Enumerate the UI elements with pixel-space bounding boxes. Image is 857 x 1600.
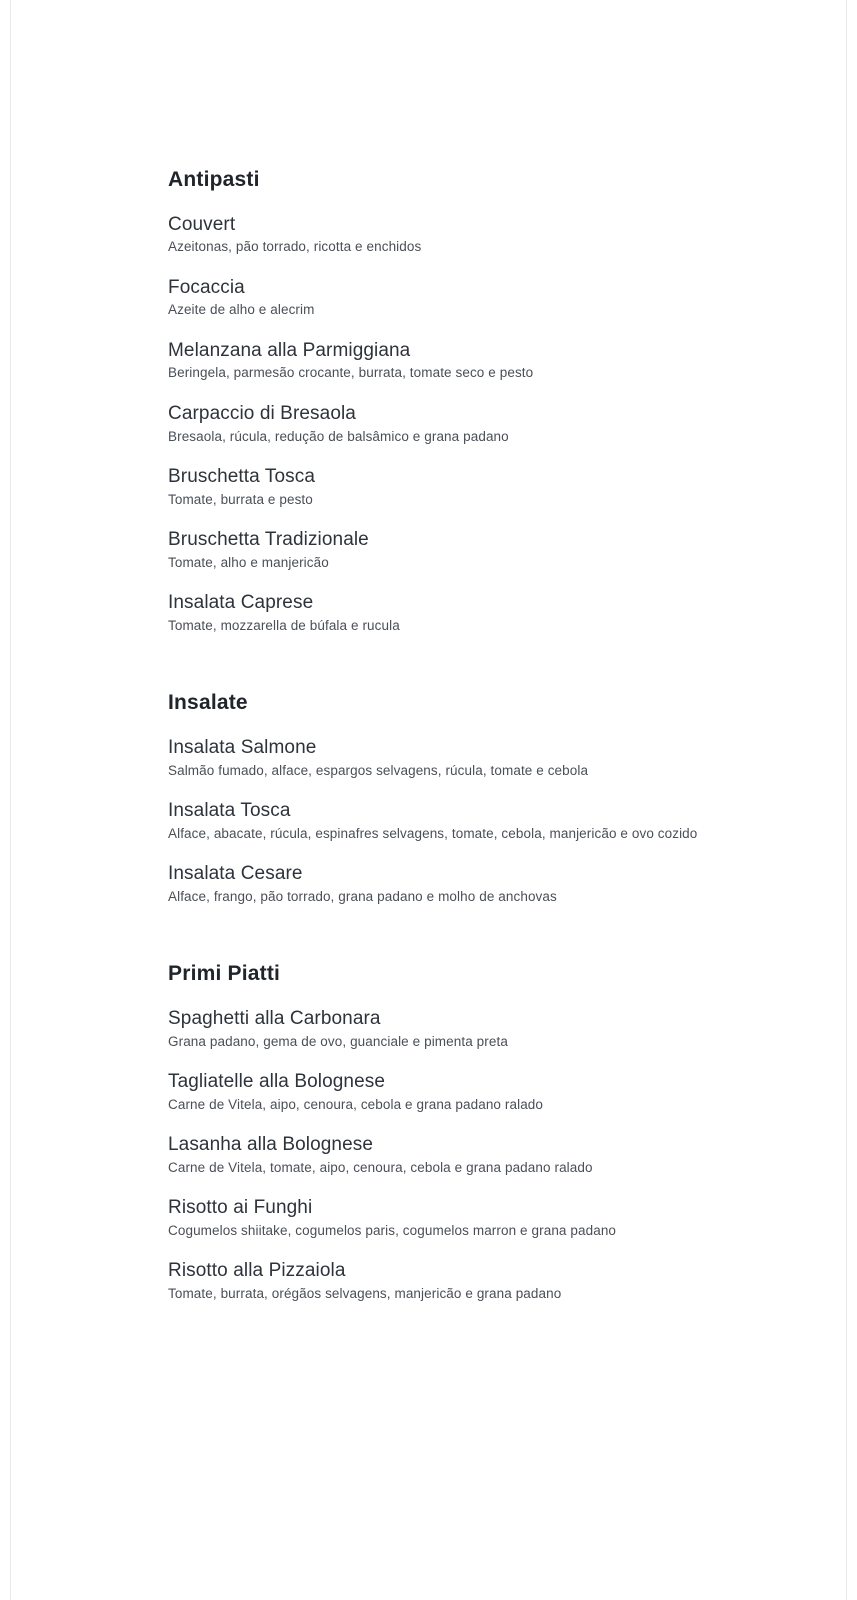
menu-item (168, 277, 768, 320)
menu-item-name: Insalata Cesare (168, 863, 303, 885)
menu-item (168, 800, 768, 843)
menu-item-description: Carne de Vitela, aipo, cenoura, cebola e grana padano ralado (168, 1096, 544, 1112)
menu-item-name: Lasanha alla Bolognese (168, 1134, 374, 1156)
section-spacer (168, 936, 768, 962)
menu-item-name: Insalata Tosca (168, 800, 291, 822)
page-right-edge (846, 0, 857, 1600)
menu-item-description: Azeitonas, pão torrado, ricotta e enchidos (168, 239, 422, 255)
menu-item-description: Grana padano, gema de ovo, guanciale e pimenta preta (168, 1033, 508, 1049)
menu-item (168, 529, 768, 572)
menu-item-name: Bruschetta Tosca (168, 466, 315, 488)
page-left-edge (0, 0, 11, 1600)
section-title: Insalate (168, 691, 248, 715)
menu-item-name: Insalata Salmone (168, 737, 317, 759)
menu-item-description: Beringela, parmesão crocante, burrata, tomate seco e pesto (168, 365, 534, 381)
menu-item-name: Risotto alla Pizzaiola (168, 1260, 346, 1282)
menu-item-name: Carpaccio di Bresaola (168, 403, 356, 425)
menu-item (168, 1260, 768, 1303)
menu-item (168, 737, 768, 780)
menu-item-name: Couvert (168, 214, 236, 235)
menu-item-name: Insalata Caprese (168, 592, 314, 614)
menu-item-description: Bresaola, rúcula, redução de balsâmico e grana padano (168, 428, 509, 444)
menu-item (168, 1197, 768, 1240)
menu-item (168, 340, 768, 383)
menu-section-antipasti (168, 168, 768, 635)
menu-item (168, 466, 768, 509)
menu-item-description: Alface, abacate, rúcula, espinafres selvagens, tomate, cebola, manjericão e ovo cozido (168, 825, 698, 841)
menu-section-primi-piatti (168, 962, 768, 1303)
menu-item-description: Azeite de alho e alecrim (168, 302, 315, 318)
menu-item-name: Spaghetti alla Carbonara (168, 1008, 381, 1030)
menu-item (168, 863, 768, 906)
menu-item-name: Tagliatelle alla Bolognese (168, 1071, 386, 1093)
menu-item (168, 1071, 768, 1114)
menu-item-description: Salmão fumado, alface, espargos selvagens, rúcula, tomate e cebola (168, 762, 589, 778)
menu-item (168, 214, 768, 257)
menu-item-description: Carne de Vitela, tomate, aipo, cenoura, cebola e grana padano ralado (168, 1159, 593, 1175)
menu-content (168, 168, 768, 1333)
menu-item-description: Tomate, burrata, orégãos selvagens, manjericão e grana padano (168, 1285, 562, 1301)
menu-item (168, 403, 768, 446)
menu-item-description: Tomate, burrata e pesto (168, 491, 313, 507)
section-title: Primi Piatti (168, 962, 281, 986)
menu-item-description: Tomate, mozzarella de búfala e rucula (168, 617, 400, 633)
menu-item (168, 592, 768, 635)
menu-item-name: Bruschetta Tradizionale (168, 529, 369, 551)
menu-item-description: Alface, frango, pão torrado, grana padano e molho de anchovas (168, 888, 557, 904)
section-spacer (168, 665, 768, 691)
menu-section-insalate (168, 691, 768, 906)
menu-item-description: Tomate, alho e manjericão (168, 554, 329, 570)
menu-item-name: Risotto ai Funghi (168, 1197, 313, 1219)
menu-item (168, 1008, 768, 1051)
menu-item-name: Focaccia (168, 277, 245, 299)
menu-item-description: Cogumelos shiitake, cogumelos paris, cogumelos marron e grana padano (168, 1222, 617, 1238)
menu-item-name: Melanzana alla Parmiggiana (168, 340, 411, 362)
section-title: Antipasti (168, 168, 260, 191)
menu-item (168, 1134, 768, 1177)
